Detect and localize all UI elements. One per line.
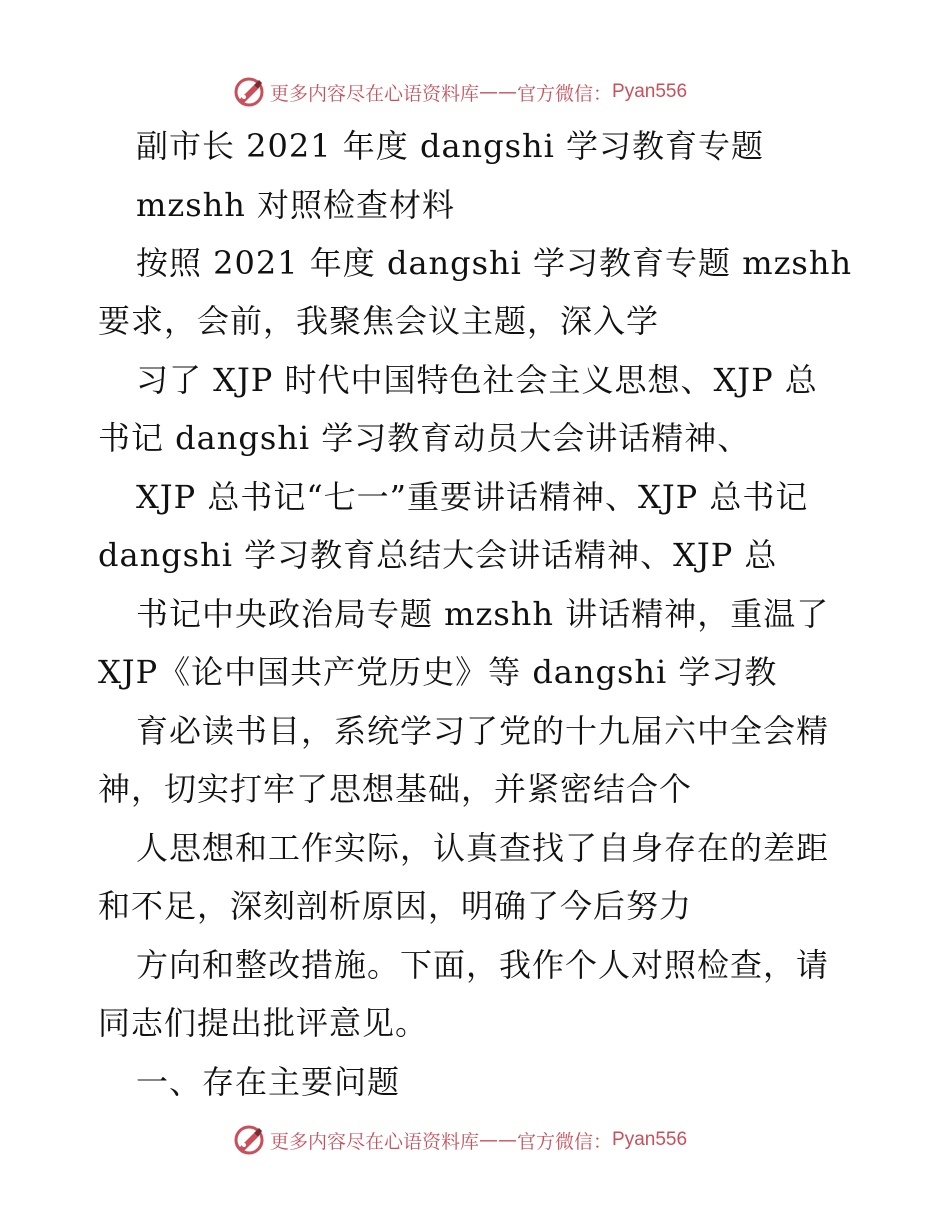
watermark-separator: —— [479, 81, 518, 103]
header-watermark [232, 72, 687, 112]
watermark-wechat-label: 官方微信： [517, 1130, 613, 1153]
paragraph-line: dangshi 学习教育总结大会讲话精神、XJP 总 [98, 536, 778, 574]
document-title-line-1: 副市长 2021 年度 dangshi 学习教育专题 [136, 127, 765, 165]
brand-logo-icon [232, 1123, 266, 1157]
watermark-separator: —— [479, 1129, 518, 1151]
watermark-wechat-label: 官方微信： [517, 82, 613, 105]
document-title-line-2: mzshh 对照检查材料 [136, 186, 456, 224]
watermark-text: 更多内容尽在心语资料库 [270, 1130, 480, 1153]
paragraph-line: 书记 dangshi 学习教育动员大会讲话精神、 [98, 419, 751, 457]
paragraph-line: 要求，会前，我聚焦会议主题，深入学 [98, 302, 660, 340]
footer-watermark [232, 1120, 687, 1160]
paragraph-line: 习了 XJP 时代中国特色社会主义思想、XJP 总 [136, 361, 818, 399]
paragraph-line: XJP 总书记“七一”重要讲话精神、XJP 总书记 [136, 478, 809, 516]
paragraph-line: 和不足，深刻剖析原因，明确了今后努力 [98, 887, 693, 925]
paragraph-line: XJP《论中国共产党历史》等 dangshi 学习教 [98, 653, 778, 691]
brand-logo-icon [232, 75, 266, 109]
paragraph-line: 育必读书目，系统学习了党的十九届六中全会精 [136, 712, 830, 750]
paragraph-line: 神，切实打牢了思想基础，并紧密结合个 [98, 770, 693, 808]
paragraph-line: 书记中央政治局专题 mzshh 讲话精神，重温了 [136, 595, 830, 633]
paragraph-line: 人思想和工作实际，认真查找了自身存在的差距 [136, 829, 830, 867]
watermark-text: 更多内容尽在心语资料库 [270, 82, 480, 105]
section-heading: 一、存在主要问题 [136, 1063, 401, 1101]
watermark-wechat-id: Pyan556 [612, 81, 688, 102]
paragraph-line: 按照 2021 年度 dangshi 学习教育专题 mzshh [136, 244, 853, 282]
paragraph-line: 同志们提出批评意见。 [98, 1004, 429, 1042]
watermark-wechat-id: Pyan556 [612, 1129, 688, 1150]
paragraph-line: 方向和整改措施。下面，我作个人对照检查，请 [136, 946, 830, 984]
